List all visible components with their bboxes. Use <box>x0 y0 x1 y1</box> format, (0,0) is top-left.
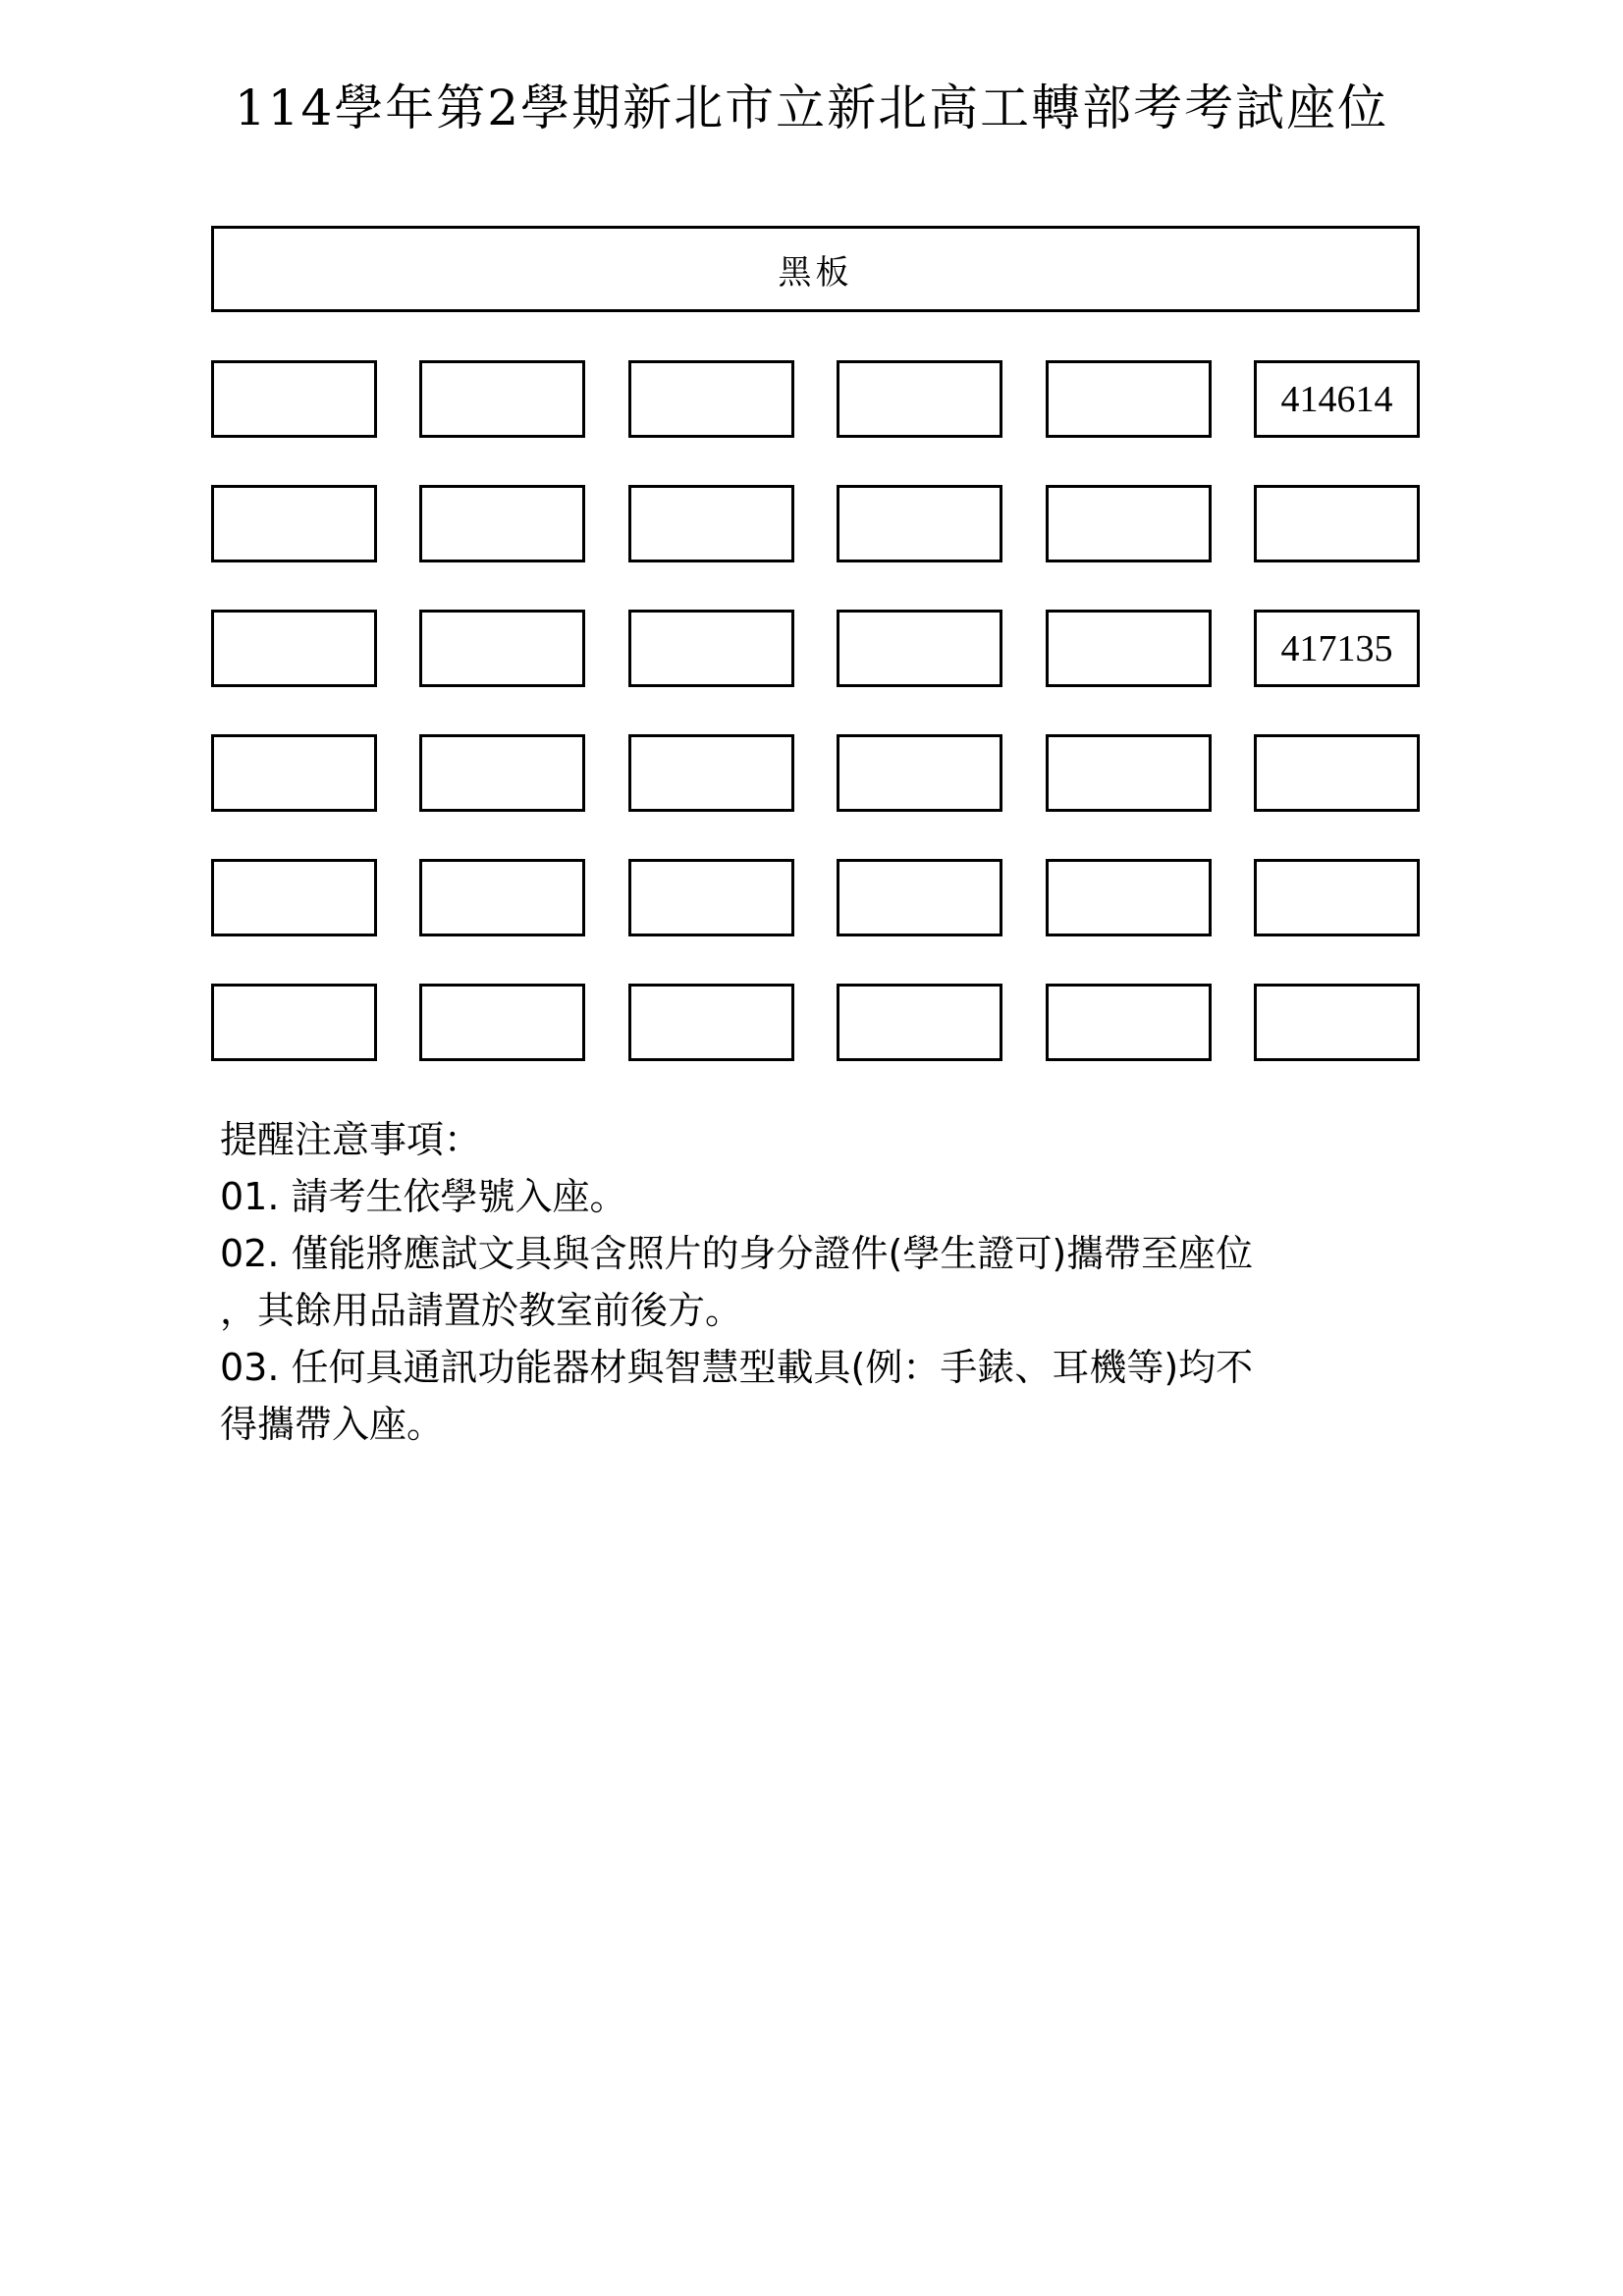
seat <box>211 610 377 687</box>
seat <box>628 610 794 687</box>
notes-heading: 提醒注意事項： <box>220 1118 482 1161</box>
seat <box>837 984 1002 1061</box>
seat <box>1254 859 1420 936</box>
seat <box>837 734 1002 812</box>
seat <box>1046 734 1212 812</box>
seat <box>837 859 1002 936</box>
seat <box>419 859 585 936</box>
seat <box>628 734 794 812</box>
seat: 417135 <box>1254 610 1420 687</box>
seat <box>1046 360 1212 438</box>
note-line: 01. 請考生依學號入座。 <box>220 1175 627 1218</box>
seat <box>211 734 377 812</box>
seat <box>628 360 794 438</box>
page-title: 114學年第2學期新北市立新北高工轉部考考試座位 <box>234 80 1389 136</box>
seat <box>1046 984 1212 1061</box>
seat <box>837 610 1002 687</box>
seat <box>628 485 794 562</box>
seat <box>837 485 1002 562</box>
seat <box>1254 734 1420 812</box>
seat <box>211 859 377 936</box>
seat <box>419 984 585 1061</box>
seat <box>419 485 585 562</box>
note-line: ，其餘用品請置於教室前後方。 <box>220 1289 743 1332</box>
seat <box>1046 610 1212 687</box>
seat <box>211 485 377 562</box>
seat <box>211 984 377 1061</box>
seat <box>1046 859 1212 936</box>
seat <box>419 360 585 438</box>
seat: 414614 <box>1254 360 1420 438</box>
seat <box>419 610 585 687</box>
seat <box>837 360 1002 438</box>
seat <box>1254 485 1420 562</box>
seat <box>1046 485 1212 562</box>
notes <box>220 1111 1253 1453</box>
blackboard <box>211 226 1420 312</box>
seat <box>628 984 794 1061</box>
seat <box>211 360 377 438</box>
seat <box>419 734 585 812</box>
note-line: 03. 任何具通訊功能器材與智慧型載具(例：手錶、耳機等)均不 <box>220 1346 1254 1389</box>
blackboard-label: 黑板 <box>778 252 853 293</box>
note-line: 02. 僅能將應試文具與含照片的身分證件(學生證可)攜帶至座位 <box>220 1232 1254 1275</box>
note-line: 得攜帶入座。 <box>220 1403 445 1446</box>
seat <box>628 859 794 936</box>
seat <box>1254 984 1420 1061</box>
